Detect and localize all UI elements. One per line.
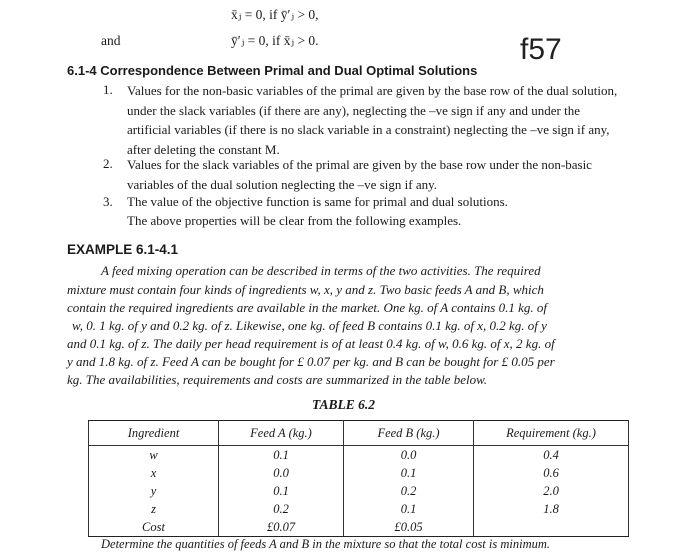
list-item-3-text: The value of the objective function is same for primal and dual solutions.	[127, 194, 508, 209]
cell-requirement	[474, 518, 629, 537]
example-line-1: A feed mixing operation can be described in terms of the two activities. The required	[101, 263, 541, 278]
cell-ingredient: Cost	[89, 518, 219, 537]
cell-requirement: 0.6	[474, 464, 629, 482]
cell-ingredient: w	[89, 446, 219, 465]
cell-feed-a: £0.07	[219, 518, 344, 537]
cell-feed-b: 0.1	[344, 464, 474, 482]
example-line-5: and 0.1 kg. of z. The daily per head requirement is of at least 0.4 kg. of w, 0.6 kg. of x, 2 kg. of	[67, 336, 555, 351]
cell-ingredient: x	[89, 464, 219, 482]
cell-feed-b: 0.1	[344, 500, 474, 518]
table-row	[89, 446, 629, 465]
example-line-2: mixture must contain four kinds of ingredients w, x, y and z. Two basic feeds A and B, which	[67, 282, 544, 297]
example-line-6: y and 1.8 kg. of z. Feed A can be bought for £ 0.07 per kg. and B can be bought for £ 0.05 per	[67, 354, 555, 369]
section-heading: 6.1-4 Correspondence Between Primal and Dual Optimal Solutions	[67, 63, 478, 78]
example-line-4: w, 0. 1 kg. of y and 0.2 kg. of z. Likewise, one kg. of feed B contains 0.1 kg. of x, 0.2 kg. of y	[72, 318, 547, 333]
page-number: f57	[520, 33, 562, 66]
table-row	[89, 482, 629, 500]
cell-feed-a: 0.0	[219, 464, 344, 482]
closing-text: The above properties will be clear from the following examples.	[127, 213, 462, 228]
table-row	[89, 500, 629, 518]
equation-2: ȳ′ⱼ = 0, if x̄ⱼ > 0.	[231, 33, 319, 48]
table-caption: TABLE 6.2	[312, 397, 376, 412]
table-header-row	[89, 421, 629, 446]
equation-1: x̄ⱼ = 0, if ȳ′ⱼ > 0,	[231, 7, 319, 22]
cell-feed-a: 0.2	[219, 500, 344, 518]
header-ingredient: Ingredient	[89, 421, 219, 446]
list-item-3-number: 3.	[103, 194, 113, 209]
list-item-2-number: 2.	[103, 156, 113, 171]
table-row-cost	[89, 518, 629, 537]
cell-feed-a: 0.1	[219, 482, 344, 500]
table-row	[89, 464, 629, 482]
header-feed-b: Feed B (kg.)	[344, 421, 474, 446]
cell-feed-b: £0.05	[344, 518, 474, 537]
list-item-1-number: 1.	[103, 82, 113, 97]
cell-requirement: 2.0	[474, 482, 629, 500]
header-requirement: Requirement (kg.)	[474, 421, 629, 446]
list-item-2-text: Values for the slack variables of the primal are given by the base row under the non-basic variables of the dual solution neglecting the –ve sign if any.	[127, 157, 592, 192]
cell-requirement: 0.4	[474, 446, 629, 465]
cell-ingredient: z	[89, 500, 219, 518]
example-title: EXAMPLE 6.1-4.1	[67, 242, 179, 257]
list-item-1-text: Values for the non-basic variables of the primal are given by the base row of the dual solution, under the slack variables (if there are any), neglecting the –ve sign if any and under the artificial variables (if there is no slack variable in a constraint) neglecting the –ve sign if any, after deleting the constant M.	[127, 83, 618, 157]
example-line-3: contain the required ingredients are available in the market. One kg. of A contains 0.1 kg. of	[67, 300, 547, 315]
cell-ingredient: y	[89, 482, 219, 500]
cell-feed-b: 0.2	[344, 482, 474, 500]
question-text: Determine the quantities of feeds A and B in the mixture so that the total cost is minimum.	[101, 537, 551, 551]
header-feed-a: Feed A (kg.)	[219, 421, 344, 446]
cell-requirement: 1.8	[474, 500, 629, 518]
example-line-7: kg. The availabilities, requirements and costs are summarized in the table below.	[67, 372, 488, 387]
data-table	[88, 420, 629, 537]
cell-feed-b: 0.0	[344, 446, 474, 465]
and-label: and	[101, 33, 121, 48]
cell-feed-a: 0.1	[219, 446, 344, 465]
